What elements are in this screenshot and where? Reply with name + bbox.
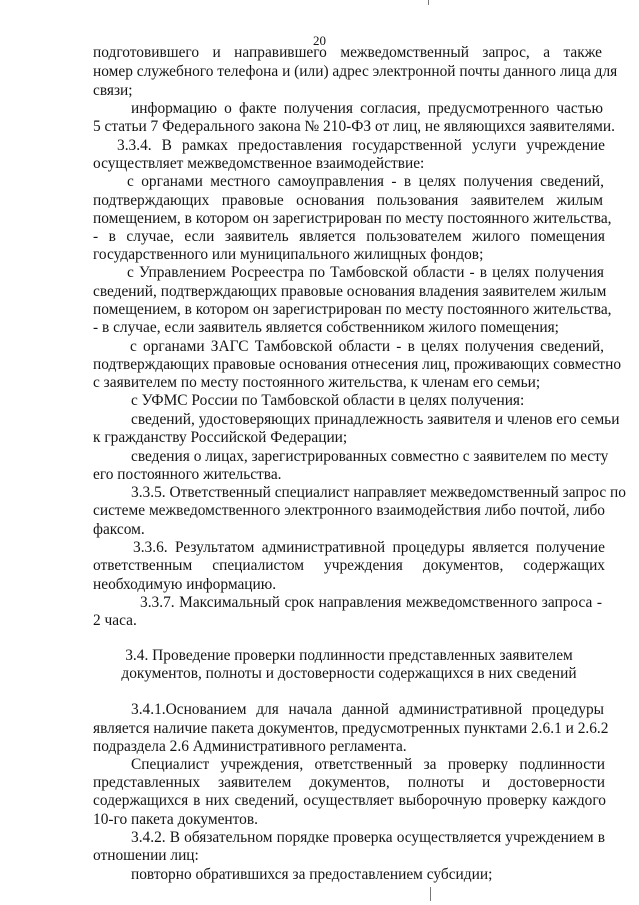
- text-line: Специалист учреждения, ответственный за проверку подлинности: [131, 756, 605, 773]
- text-line: к гражданству Российской Федерации;: [93, 429, 348, 446]
- text-line: информацию о факте получения согласия, предусмотренного частью: [131, 100, 603, 117]
- text-line: помещением, в котором он зарегистрирован по месту постоянного жительства,: [93, 301, 612, 318]
- text-line: подтверждающих правовые основания пользования заявителем жилым: [93, 192, 603, 209]
- page-number: 20: [313, 33, 326, 48]
- text-line: сведения о лицах, зарегистрированных совместно с заявителем по месту: [131, 448, 609, 465]
- text-line: с Управлением Росреестра по Тамбовской области - в целях получения: [127, 264, 604, 281]
- text-line: связи;: [93, 82, 133, 99]
- text-line: ответственным специалистом учреждения документов, содержащих: [93, 557, 605, 574]
- text-line: номер служебного телефона и (или) адрес электронной почты данного лица для: [93, 63, 618, 80]
- section-heading: документов, полноты и достоверности содержащихся в них сведений: [121, 665, 577, 682]
- text-line: повторно обратившихся за предоставлением субсидии;: [131, 866, 493, 883]
- text-line: 3.3.6. Результатом административной процедуры является получение: [133, 539, 605, 556]
- text-line: системе межведомственного электронного взаимодействия либо почтой, либо: [93, 502, 605, 519]
- text-line: сведений, удостоверяющих принадлежность заявителя и членов его семьи: [131, 411, 620, 428]
- text-line: с органами местного самоуправления - в целях получения сведений,: [127, 173, 604, 190]
- text-line: 2 часа.: [93, 612, 137, 629]
- text-line: с УФМС России по Тамбовской области в целях получения:: [131, 392, 525, 409]
- text-line: необходимую информацию.: [93, 576, 277, 593]
- text-line: факсом.: [93, 521, 145, 538]
- text-line: отношении лиц:: [93, 847, 199, 864]
- section-heading: 3.4. Проведение проверки подлинности представленных заявителем: [125, 647, 573, 664]
- text-line: 3.3.7. Максимальный срок направления межведомственного запроса -: [140, 594, 602, 611]
- text-line: подраздела 2.6 Административного регламента.: [93, 738, 407, 755]
- text-line: 5 статьи 7 Федерального закона № 210-ФЗ от лиц, не являющихся заявителями.: [93, 118, 615, 135]
- text-line: 3.4.1.Основанием для начала данной административной процедуры: [131, 701, 604, 718]
- text-line: 3.3.5. Ответственный специалист направляет межведомственный запрос по: [131, 484, 626, 501]
- text-line: с заявителем по месту постоянного жительства, к членам его семьи;: [93, 374, 541, 391]
- text-line: государственного или муниципального жилищных фондов;: [93, 246, 484, 263]
- text-line: помещением, в котором он зарегистрирован по месту постоянного жительства,: [93, 210, 612, 227]
- text-line: 10-го пакета документов.: [93, 811, 258, 828]
- text-line: 3.4.2. В обязательном порядке проверка осуществляется учреждением в: [131, 829, 605, 846]
- text-line: - в случае, если заявитель является пользователем жилого помещения: [93, 228, 605, 245]
- text-line: является наличие пакета документов, предусмотренных пунктами 2.6.1 и 2.6.2: [93, 720, 609, 737]
- text-line: содержащихся в них сведений, осуществляет выборочную проверку каждого: [93, 792, 606, 809]
- text-line: сведений, подтверждающих правовые основания владения заявителем жилым: [93, 283, 607, 300]
- text-line: - в случае, если заявитель является собственником жилого помещения;: [93, 319, 559, 336]
- scan-mark-bottom: [430, 887, 431, 901]
- text-line: 3.3.4. В рамках предоставления государственной услуги учреждение: [117, 137, 605, 154]
- text-line: с органами ЗАГС Тамбовской области - в целях получения сведений,: [130, 338, 604, 355]
- text-line: подтверждающих правовые основания отнесения лиц, проживающих совместно: [93, 356, 622, 373]
- text-line: его постоянного жительства.: [93, 466, 282, 483]
- text-line: представленных заявителем документов, полноты и достоверности: [93, 774, 605, 791]
- scan-mark-top: [428, 0, 429, 5]
- text-line: осуществляет межведомственное взаимодействие:: [93, 155, 425, 172]
- text-line: подготовившего и направившего межведомственный запрос, а также: [93, 44, 602, 61]
